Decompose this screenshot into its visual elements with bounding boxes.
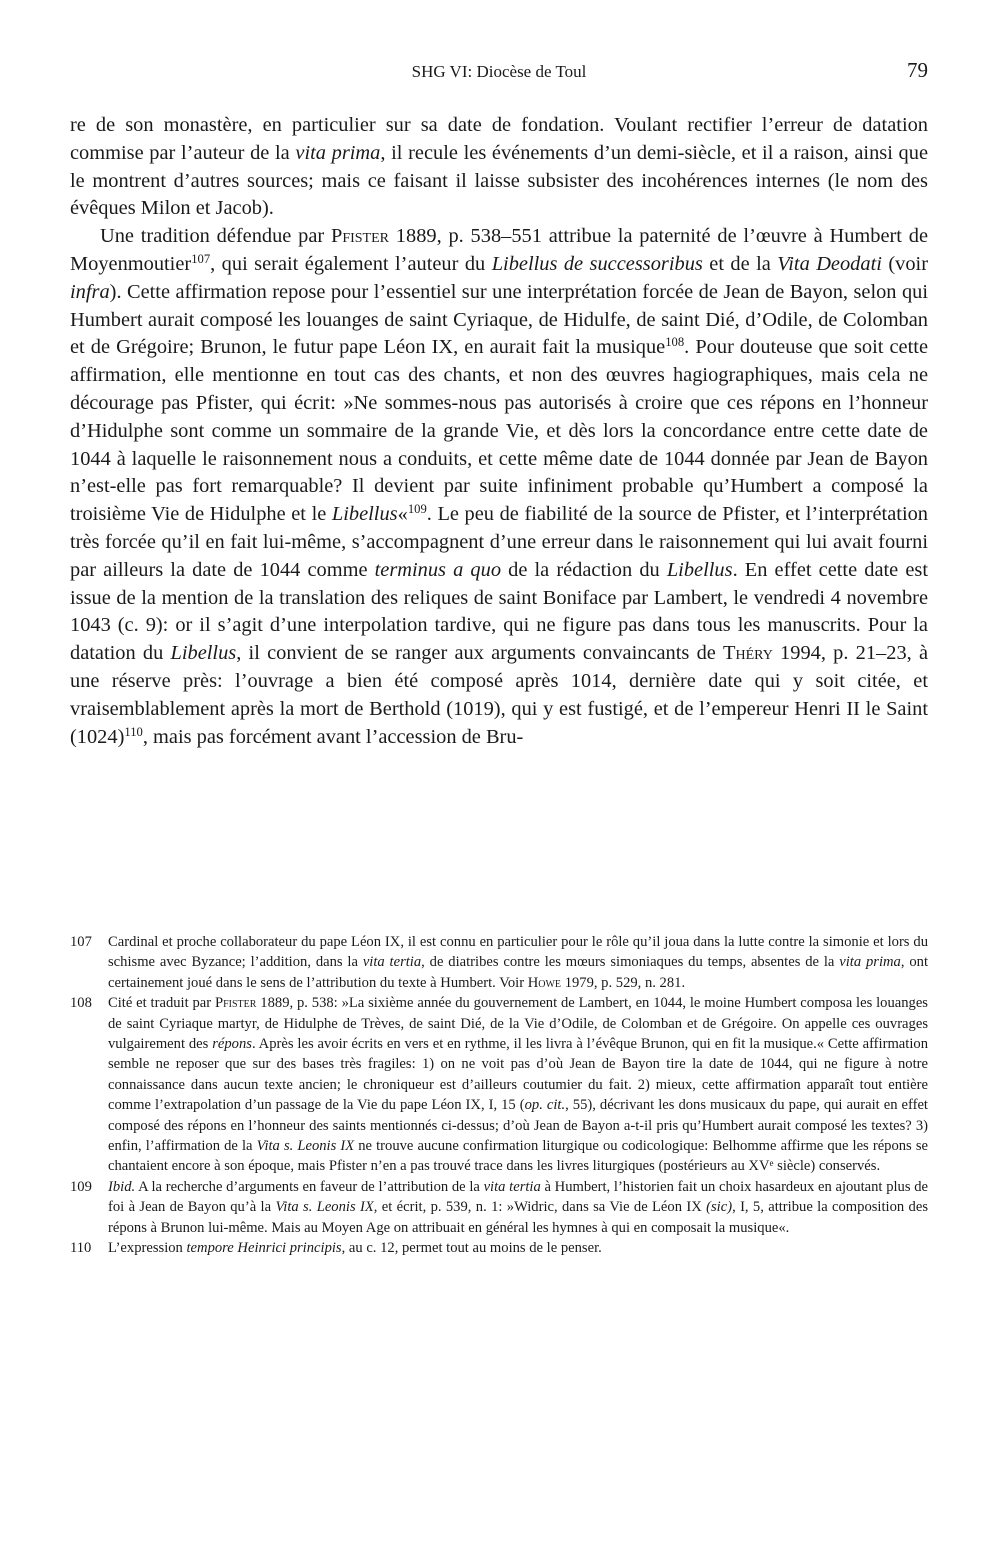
text-run: 1979, p. 529, n. 281. <box>561 974 686 991</box>
text-run: « <box>397 503 408 526</box>
main-text <box>70 112 928 751</box>
text-run: Cité et traduit par <box>108 995 215 1012</box>
italic-term: op. cit. <box>524 1097 566 1114</box>
text-run: , 55), décrivant les dons musicaux du pape, qui aurait en effet composé des répons en l’honneur des saints mentionnés ci-dessus; d’où Jean de Bayon a-t-il pris qu’Humbert aurait composé les textes? 3) enfin, l’affirmation de la <box>108 1097 928 1155</box>
footnote-number: 110 <box>70 1240 92 1257</box>
text-run: , il recule les événements d’un demi-siècle, et il a raison, ainsi que le montrent d’autres sources; mais ce faisant il laisse subsister des incohérences internes (le nom des évêques Milon et Jacob). <box>70 141 928 220</box>
italic-term: infra <box>70 280 110 303</box>
text-run: Cardinal et proche collaborateur du pape Léon IX, il est connu en particulier pour le rôle qu’il joua dans la lutte contre la simonie et lors du schisme avec Byzance; l’addition, dans la <box>108 934 928 971</box>
footnote-108 <box>70 993 928 1177</box>
text-run: . Pour douteuse que soit cette affirmation, elle mentionne en tout cas des chants, et non des œuvres hagiographiques, mais cela ne décourage pas Pfister, qui écrit: »Ne sommes-nous pas autorisés à croire que ces répons en l’honneur d’Hidulphe sont comme un sommaire de la grande Vie, et dès lors la concordance entre cette date de 1044 à laquelle le raisonnement nous a conduits, et cette même date de 1044 donnée par Jean de Bayon n’est-elle pas fort remarquable? Il devient par suite infiniment probable qu’Humbert a composé la troisième Vie de Hidulphe et le <box>70 336 928 526</box>
footnote-ref[interactable]: 108 <box>665 335 685 350</box>
text-run: , et écrit, p. 539, n. 1: »Widric, dans sa Vie de Léon IX <box>373 1199 707 1216</box>
italic-term: vita tertia <box>483 1178 541 1195</box>
author-name: Howe <box>527 974 562 991</box>
author-name: Pfister <box>214 995 257 1012</box>
italic-term: Libellus <box>331 503 398 526</box>
text-run: , I, 5, attribue la composition des répons à Brunon lui-même. Mais au Moyen Age on attribuait en général les hymnes à qui en composait la musique«. <box>108 1199 928 1236</box>
footnotes <box>70 932 928 1259</box>
footnote-number: 107 <box>70 934 92 950</box>
text-run: à Humbert, l’historien fait un choix hasardeux en ajoutant plus de foi à Jean de Bayon qu’à la <box>108 1178 928 1216</box>
running-title: SHG VI: Diocèse de Toul <box>411 62 587 81</box>
paragraph-2 <box>70 223 928 751</box>
text-run: . En effet cette date est issue de la mention de la translation des reliques de saint Boniface par Lambert, le vendredi 4 novembre 1043 (c. 9): or il s’agit d’une interpolation tardive, qui ne figure pas dans tous les manuscrits. Pour la datation du <box>70 558 928 665</box>
text-run: 1889, p. 538–551 attribue la paternité de l’œuvre à Humbert de Moyenmoutier <box>70 225 928 275</box>
text-run: , mais pas forcément avant l’accession de Bru- <box>142 725 524 748</box>
footnote-ref[interactable]: 110 <box>124 724 143 739</box>
footnote-107 <box>70 932 928 993</box>
italic-term: Libellus de successoribus <box>491 252 703 275</box>
text-run: , ont certainement joué dans le sens de l’attribution du texte à Humbert. Voir <box>108 954 929 991</box>
text-run: de la rédaction du <box>501 558 667 581</box>
text-run: L’expression <box>108 1240 187 1257</box>
italic-term: Libellus <box>666 558 733 581</box>
text-run: ). Cette affirmation repose pour l’essentiel sur une interprétation forcée de Jean de Bayon, selon qui Humbert aurait composé les louanges de saint Cyriaque, de Hidulfe, de saint Dié, d’Odile, de Colomban et de Grégoire; Brunon, le futur pape Léon IX, en aurait fait la musique <box>70 280 928 359</box>
italic-term: vita prima <box>839 954 901 971</box>
paragraph-1 <box>70 112 928 223</box>
text-run: . Le peu de fiabilité de la source de Pfister, et l’interprétation très forcée qu’il en fait lui-même, s’accompagnent d’une erreur dans le raisonnement qui lui avait fourni par ailleurs la date de 1044 comme <box>70 503 928 581</box>
footnote-number: 109 <box>70 1178 92 1195</box>
footnote-number: 108 <box>70 995 92 1012</box>
page-number: 79 <box>907 58 928 82</box>
italic-term: Vita s. Leonis IX <box>275 1199 374 1216</box>
footnote-ref[interactable]: 109 <box>407 502 427 517</box>
author-name: Pfister <box>330 225 390 248</box>
footnote-109 <box>70 1177 928 1238</box>
italic-term: Vita s. Leonis IX <box>256 1138 355 1155</box>
text-run: 1994, p. 21–23, à une réserve près: l’ouvrage a bien été composé après 1014, dernière date qui y soit citée, et vraisemblablement après la mort de Berthold (1019), qui y est fustigé, et de l’empereur Henri II le Saint (1024) <box>70 642 929 748</box>
italic-term: répons <box>212 1036 252 1053</box>
superscript: e <box>769 1157 774 1168</box>
text-run: , qui serait également l’auteur du <box>210 252 492 275</box>
text-run: Une tradition défendue par <box>100 225 331 248</box>
text-run: 1889, p. 538: »La sixième année du gouvernement de Lambert, en 1044, le moine Humbert composa les louanges de saint Cyriaque martyr, de Hidulphe de Trèves, de saint Dié, de la Vie d’Odile, de Colomban et de Grégoire. On appelle ces ouvrages vulgairement des <box>108 995 928 1053</box>
italic-term: tempore Heinrici principis <box>186 1240 342 1257</box>
text-run: , au c. 12, permet tout au moins de le penser. <box>341 1240 602 1257</box>
text-run: (voir <box>881 252 928 275</box>
text-run: , il convient de se ranger aux arguments convaincants de <box>236 642 724 665</box>
text-run: re de son monastère, en particulier sur sa date de fondation. Voulant rectifier l’erreur de datation commise par l’auteur de la <box>70 114 928 164</box>
italic-term: vita tertia <box>362 954 422 971</box>
italic-term: terminus a quo <box>374 558 502 581</box>
text-run: , de diatribes contre les mœurs simoniaques du temps, absentes de la <box>421 954 840 971</box>
footnote-ref[interactable]: 107 <box>191 252 211 267</box>
footnote-110 <box>70 1238 928 1258</box>
italic-term: Vita Deodati <box>777 252 882 275</box>
italic-term: (sic) <box>706 1199 733 1216</box>
italic-term: Libellus <box>170 642 237 665</box>
text-run: ne trouve aucune confirmation liturgique ou codicologique: Belhomme affirme que les répons se chantaient encore à son époque, mais Pfister n’en a pas trouvé trace dans les livres liturgiques (postérieurs au XV <box>108 1138 928 1175</box>
italic-term: Ibid. <box>108 1178 136 1195</box>
text-run: et de la <box>702 252 778 275</box>
italic-term: vita prima <box>295 141 381 164</box>
text-run: . Après les avoir écrits en vers et en rythme, il les livra à l’évêque Brunon, qui en fit la musique.« Cette affirmation semble ne reposer que sur des bases très fragiles: 1) on ne voit pas d’où Jean de Bayon tire la date de 1044, qui ne figure à notre connaissance dans aucun texte ancien; le chroniqueur est d’ailleurs coutumier du fait. 2) mieux, cette affirmation apparaît tout entière comme l’extrapolation d’un passage de la Vie du pape Léon IX, I, 15 ( <box>108 1036 928 1114</box>
author-name: Théry <box>723 642 773 665</box>
page-header <box>70 58 928 88</box>
text-run: A la recherche d’arguments en faveur de l’attribution de la <box>135 1178 484 1195</box>
text-run: siècle) conservés. <box>773 1158 881 1175</box>
